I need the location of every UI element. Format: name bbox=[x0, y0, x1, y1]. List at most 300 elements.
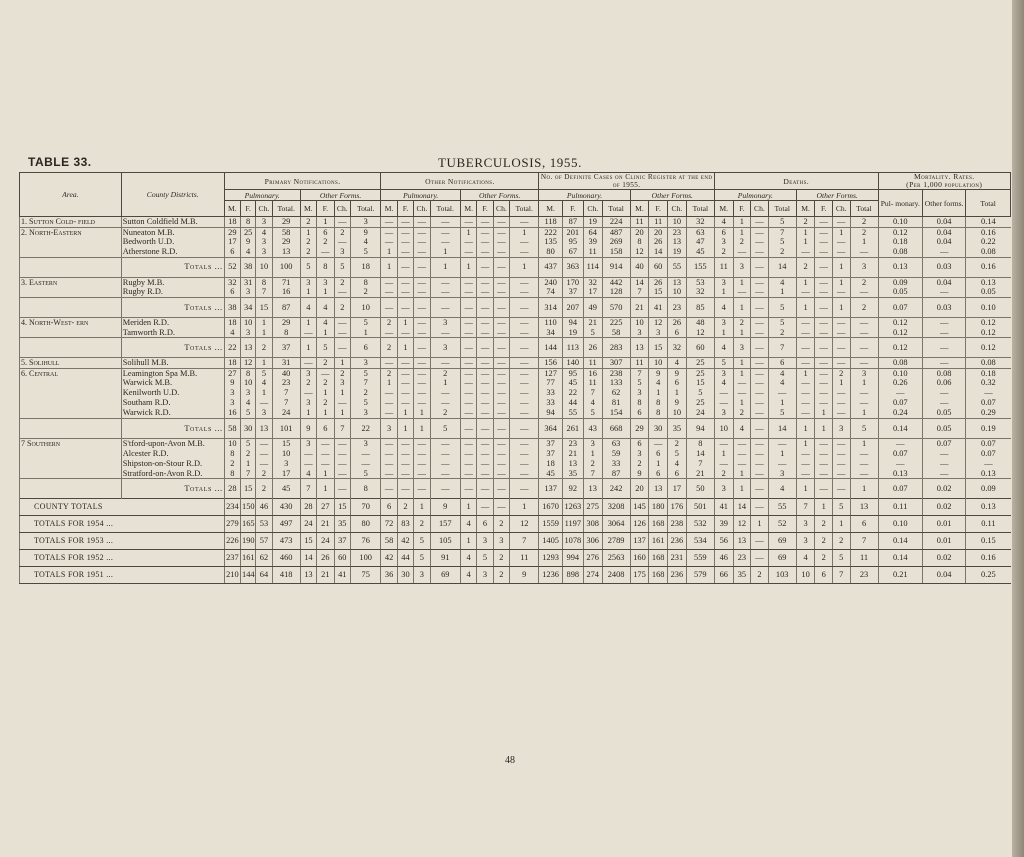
value-cell: 10 bbox=[350, 297, 380, 317]
value-cell: 5 bbox=[350, 247, 380, 257]
value-cell: 0.10 bbox=[878, 217, 922, 228]
subheader-ch-10: Ch. bbox=[414, 201, 430, 217]
value-cell: — bbox=[923, 398, 966, 408]
value-cell: 5 bbox=[414, 533, 430, 550]
value-cell: 261 bbox=[562, 418, 583, 438]
value-cell: 75 bbox=[350, 567, 380, 584]
value-cell: 2 bbox=[733, 317, 751, 327]
value-cell: 1 bbox=[334, 358, 350, 369]
value-cell: 275 bbox=[583, 499, 602, 516]
value-cell: 9 bbox=[430, 499, 460, 516]
value-cell: 3 bbox=[350, 438, 380, 448]
value-cell: 2 bbox=[714, 469, 733, 479]
value-cell: 21 bbox=[686, 469, 714, 479]
table-row bbox=[20, 449, 1011, 459]
table-row bbox=[20, 408, 1011, 418]
value-cell: 274 bbox=[583, 567, 602, 584]
value-cell: 2 bbox=[768, 328, 796, 338]
value-cell: 6 bbox=[317, 418, 335, 438]
subheader-f-25: F. bbox=[733, 201, 751, 217]
subheader-ch-14: Ch. bbox=[493, 201, 509, 217]
value-cell: 6 bbox=[850, 516, 878, 533]
value-cell: 1 bbox=[381, 257, 397, 277]
value-cell: — bbox=[381, 217, 397, 228]
value-cell: 0.16 bbox=[966, 257, 1011, 277]
value-cell: — bbox=[350, 449, 380, 459]
value-cell: 113 bbox=[562, 338, 583, 358]
value-cell: — bbox=[256, 438, 272, 448]
value-cell: 0.24 bbox=[878, 408, 922, 418]
value-cell: — bbox=[460, 287, 476, 297]
value-cell: 1 bbox=[256, 328, 272, 338]
value-cell: — bbox=[832, 459, 850, 469]
value-cell: 1 bbox=[317, 388, 335, 398]
summary-label: COUNTY TOTALS bbox=[20, 499, 225, 516]
subheader-total-11: Total. bbox=[430, 201, 460, 217]
value-cell: 1 bbox=[397, 408, 413, 418]
value-cell: 269 bbox=[602, 237, 630, 247]
value-cell: 23 bbox=[850, 567, 878, 584]
value-cell: 0.12 bbox=[878, 328, 922, 338]
district-cell: Leamington Spa M.B. bbox=[121, 368, 224, 378]
value-cell: 8 bbox=[649, 408, 668, 418]
value-cell: — bbox=[796, 338, 815, 358]
value-cell: — bbox=[334, 317, 350, 327]
value-cell: 6 bbox=[630, 408, 649, 418]
value-cell: — bbox=[477, 328, 493, 338]
value-cell: — bbox=[381, 297, 397, 317]
value-cell: 279 bbox=[224, 516, 240, 533]
value-cell: 0.21 bbox=[878, 567, 922, 584]
value-cell: — bbox=[477, 257, 493, 277]
value-cell: 1 bbox=[714, 328, 733, 338]
value-cell: 45 bbox=[272, 479, 300, 499]
value-cell: 0.12 bbox=[878, 338, 922, 358]
value-cell: 1 bbox=[796, 479, 815, 499]
value-cell: — bbox=[733, 438, 751, 448]
value-cell: 0.06 bbox=[923, 378, 966, 388]
value-cell: 63 bbox=[686, 227, 714, 237]
value-cell: — bbox=[414, 398, 430, 408]
value-cell: 2 bbox=[317, 237, 335, 247]
value-cell: 3 bbox=[224, 388, 240, 398]
value-cell: — bbox=[414, 459, 430, 469]
value-cell: 4 bbox=[317, 317, 335, 327]
value-cell: 0.03 bbox=[923, 297, 966, 317]
value-cell: — bbox=[923, 338, 966, 358]
value-cell: 46 bbox=[714, 550, 733, 567]
value-cell: 5 bbox=[350, 469, 380, 479]
subheader-total-31: Total bbox=[850, 201, 878, 217]
value-cell: 43 bbox=[583, 418, 602, 438]
deaths-pulmonary-header: Pulmonary. bbox=[714, 190, 796, 201]
value-cell: 8 bbox=[224, 469, 240, 479]
value-cell: 57 bbox=[256, 533, 272, 550]
value-cell: 101 bbox=[272, 418, 300, 438]
value-cell: 15 bbox=[300, 533, 316, 550]
value-cell: 7 bbox=[583, 469, 602, 479]
value-cell: 64 bbox=[583, 227, 602, 237]
value-cell: 2 bbox=[832, 533, 850, 550]
value-cell: — bbox=[878, 459, 922, 469]
subheader-m-4: M. bbox=[300, 201, 316, 217]
subheader-m-8: M. bbox=[381, 201, 397, 217]
value-cell: 10 bbox=[668, 408, 687, 418]
value-cell: — bbox=[796, 358, 815, 369]
value-cell: 3 bbox=[256, 237, 272, 247]
value-cell: 28 bbox=[224, 479, 240, 499]
value-cell: 9 bbox=[668, 368, 687, 378]
value-cell: 3 bbox=[630, 388, 649, 398]
value-cell: — bbox=[414, 449, 430, 459]
value-cell: 1 bbox=[334, 408, 350, 418]
value-cell: — bbox=[430, 277, 460, 287]
value-cell: 21 bbox=[562, 449, 583, 459]
value-cell: — bbox=[317, 459, 335, 469]
value-cell: 32 bbox=[686, 287, 714, 297]
value-cell: — bbox=[832, 469, 850, 479]
value-cell: — bbox=[381, 459, 397, 469]
value-cell: 1 bbox=[733, 368, 751, 378]
value-cell: 18 bbox=[224, 358, 240, 369]
area-cell bbox=[20, 247, 122, 257]
subheader-total-23: Total bbox=[686, 201, 714, 217]
value-cell: 14 bbox=[733, 499, 751, 516]
value-cell: 154 bbox=[602, 408, 630, 418]
value-cell: 7 bbox=[510, 533, 539, 550]
value-cell: 52 bbox=[768, 516, 796, 533]
value-cell: 133 bbox=[602, 378, 630, 388]
value-cell: 95 bbox=[562, 368, 583, 378]
value-cell: 2 bbox=[317, 378, 335, 388]
value-cell: — bbox=[923, 317, 966, 327]
value-cell: 2 bbox=[350, 287, 380, 297]
value-cell: — bbox=[256, 449, 272, 459]
value-cell: — bbox=[430, 388, 460, 398]
value-cell: — bbox=[397, 237, 413, 247]
table-row bbox=[20, 227, 1011, 237]
value-cell: 1 bbox=[832, 277, 850, 287]
area-cell: 5. Solihull bbox=[20, 358, 122, 369]
value-cell: 16 bbox=[272, 287, 300, 297]
value-cell: 34 bbox=[241, 297, 256, 317]
value-cell: — bbox=[751, 287, 769, 297]
value-cell: — bbox=[751, 297, 769, 317]
value-cell: 17 bbox=[224, 237, 240, 247]
value-cell: 26 bbox=[649, 237, 668, 247]
district-cell: Alcester R.D. bbox=[121, 449, 224, 459]
table-row bbox=[20, 247, 1011, 257]
value-cell: 2 bbox=[751, 567, 769, 584]
subheader-f-17: F. bbox=[562, 201, 583, 217]
value-cell: — bbox=[815, 277, 833, 287]
value-cell: — bbox=[751, 408, 769, 418]
value-cell: 30 bbox=[241, 418, 256, 438]
value-cell: 1 bbox=[733, 398, 751, 408]
value-cell: 13 bbox=[241, 338, 256, 358]
value-cell: 45 bbox=[686, 247, 714, 257]
value-cell: 21 bbox=[583, 317, 602, 327]
value-cell: 1 bbox=[649, 388, 668, 398]
value-cell: — bbox=[751, 217, 769, 228]
value-cell: 9 bbox=[350, 227, 380, 237]
value-cell: — bbox=[256, 398, 272, 408]
value-cell: — bbox=[850, 338, 878, 358]
value-cell: 12 bbox=[649, 317, 668, 327]
value-cell: 28 bbox=[300, 499, 316, 516]
value-cell: 2 bbox=[815, 533, 833, 550]
value-cell: 3 bbox=[241, 328, 256, 338]
value-cell: 2 bbox=[381, 368, 397, 378]
value-cell: — bbox=[510, 378, 539, 388]
value-cell: — bbox=[414, 227, 430, 237]
value-cell: 158 bbox=[602, 247, 630, 257]
value-cell: 3 bbox=[477, 533, 493, 550]
value-cell: 63 bbox=[602, 438, 630, 448]
value-cell: — bbox=[414, 388, 430, 398]
value-cell: 0.12 bbox=[878, 227, 922, 237]
value-cell: — bbox=[510, 479, 539, 499]
value-cell: 1 bbox=[850, 479, 878, 499]
value-cell: — bbox=[751, 479, 769, 499]
value-cell: — bbox=[850, 449, 878, 459]
subheader-f-1: F. bbox=[241, 201, 256, 217]
value-cell: — bbox=[430, 469, 460, 479]
value-cell: 3 bbox=[714, 408, 733, 418]
value-cell: 2 bbox=[350, 388, 380, 398]
value-cell: 0.10 bbox=[878, 516, 922, 533]
value-cell: — bbox=[832, 479, 850, 499]
value-cell: 29 bbox=[272, 237, 300, 247]
value-cell: 42 bbox=[397, 533, 413, 550]
value-cell: 18 bbox=[224, 217, 240, 228]
value-cell: — bbox=[381, 449, 397, 459]
value-cell: — bbox=[733, 388, 751, 398]
value-cell: — bbox=[751, 550, 769, 567]
value-cell: 7 bbox=[272, 388, 300, 398]
value-cell: — bbox=[751, 459, 769, 469]
value-cell: 0.13 bbox=[966, 277, 1011, 287]
value-cell: 95 bbox=[562, 237, 583, 247]
table-row bbox=[20, 368, 1011, 378]
value-cell: — bbox=[397, 227, 413, 237]
value-cell: 7 bbox=[241, 469, 256, 479]
value-cell: — bbox=[751, 237, 769, 247]
value-cell: 33 bbox=[539, 388, 562, 398]
value-cell: 1 bbox=[796, 418, 815, 438]
value-cell: 3 bbox=[768, 469, 796, 479]
value-cell: — bbox=[430, 287, 460, 297]
value-cell: 58 bbox=[224, 418, 240, 438]
value-cell: 59 bbox=[602, 449, 630, 459]
value-cell: 2 bbox=[850, 297, 878, 317]
subheader-f-9: F. bbox=[397, 201, 413, 217]
value-cell: — bbox=[430, 438, 460, 448]
totals-label: Totals ... bbox=[121, 418, 224, 438]
value-cell: 0.11 bbox=[966, 516, 1011, 533]
value-cell: 26 bbox=[649, 277, 668, 287]
value-cell: — bbox=[751, 438, 769, 448]
table-row bbox=[20, 388, 1011, 398]
value-cell: — bbox=[768, 438, 796, 448]
value-cell: 29 bbox=[272, 317, 300, 327]
value-cell: 12 bbox=[510, 516, 539, 533]
value-cell: 2 bbox=[241, 449, 256, 459]
value-cell: — bbox=[414, 368, 430, 378]
value-cell: 25 bbox=[241, 227, 256, 237]
value-cell: 10 bbox=[796, 567, 815, 584]
value-cell: — bbox=[510, 418, 539, 438]
value-cell: 3 bbox=[832, 418, 850, 438]
value-cell: — bbox=[334, 459, 350, 469]
table-row bbox=[20, 257, 1011, 277]
value-cell: — bbox=[493, 338, 509, 358]
value-cell: 3 bbox=[350, 358, 380, 369]
district-cell: Solihull M.B. bbox=[121, 358, 224, 369]
value-cell: — bbox=[397, 217, 413, 228]
value-cell: 2 bbox=[256, 338, 272, 358]
value-cell: 4 bbox=[583, 398, 602, 408]
table-row bbox=[20, 438, 1011, 448]
value-cell: 44 bbox=[397, 550, 413, 567]
value-cell: 180 bbox=[649, 499, 668, 516]
value-cell: — bbox=[397, 398, 413, 408]
value-cell: 4 bbox=[300, 297, 316, 317]
value-cell: 418 bbox=[272, 567, 300, 584]
value-cell: — bbox=[751, 277, 769, 287]
value-cell: 3 bbox=[850, 368, 878, 378]
value-cell: 1 bbox=[430, 257, 460, 277]
district-cell: Stratford-on-Avon R.D. bbox=[121, 469, 224, 479]
value-cell: 2 bbox=[334, 227, 350, 237]
value-cell: 0.13 bbox=[966, 469, 1011, 479]
value-cell: 2 bbox=[381, 317, 397, 327]
subheader-f-29: F. bbox=[815, 201, 833, 217]
value-cell: 1 bbox=[796, 237, 815, 247]
value-cell: — bbox=[832, 328, 850, 338]
value-cell: — bbox=[430, 449, 460, 459]
table-row bbox=[20, 459, 1011, 469]
value-cell: 16 bbox=[224, 408, 240, 418]
value-cell: 1 bbox=[768, 287, 796, 297]
value-cell: 9 bbox=[300, 418, 316, 438]
value-cell: 225 bbox=[602, 317, 630, 327]
value-cell: — bbox=[397, 297, 413, 317]
value-cell: — bbox=[751, 338, 769, 358]
value-cell: 1 bbox=[256, 388, 272, 398]
primary-pulmonary-header: Pulmonary. bbox=[224, 190, 300, 201]
value-cell: — bbox=[397, 479, 413, 499]
value-cell: — bbox=[493, 297, 509, 317]
value-cell: 2 bbox=[317, 358, 335, 369]
value-cell: 914 bbox=[602, 257, 630, 277]
value-cell: 41 bbox=[714, 499, 733, 516]
value-cell: 2 bbox=[224, 459, 240, 469]
value-cell: — bbox=[733, 247, 751, 257]
value-cell: 10 bbox=[241, 378, 256, 388]
value-cell: 9 bbox=[630, 469, 649, 479]
value-cell: 17 bbox=[583, 287, 602, 297]
value-cell: 5 bbox=[768, 408, 796, 418]
value-cell: 3 bbox=[733, 257, 751, 277]
value-cell: — bbox=[510, 237, 539, 247]
value-cell: — bbox=[430, 227, 460, 237]
value-cell: — bbox=[923, 469, 966, 479]
value-cell: — bbox=[733, 449, 751, 459]
value-cell: 7 bbox=[300, 479, 316, 499]
value-cell: — bbox=[493, 438, 509, 448]
value-cell: 0.07 bbox=[966, 398, 1011, 408]
value-cell: 53 bbox=[256, 516, 272, 533]
value-cell: 3 bbox=[714, 237, 733, 247]
value-cell: — bbox=[477, 227, 493, 237]
value-cell: 2408 bbox=[602, 567, 630, 584]
value-cell: 2 bbox=[256, 479, 272, 499]
value-cell: 0.03 bbox=[923, 257, 966, 277]
value-cell: 8 bbox=[317, 257, 335, 277]
value-cell: 1 bbox=[300, 338, 316, 358]
value-cell: — bbox=[850, 469, 878, 479]
value-cell: 72 bbox=[381, 516, 397, 533]
value-cell: 15 bbox=[649, 338, 668, 358]
value-cell: — bbox=[477, 378, 493, 388]
value-cell: 2 bbox=[317, 398, 335, 408]
value-cell: — bbox=[815, 328, 833, 338]
value-cell: 15 bbox=[256, 297, 272, 317]
value-cell: — bbox=[815, 449, 833, 459]
value-cell: 2 bbox=[493, 516, 509, 533]
value-cell: 1 bbox=[832, 227, 850, 237]
value-cell: — bbox=[733, 287, 751, 297]
value-cell: — bbox=[510, 459, 539, 469]
value-cell: 18 bbox=[224, 317, 240, 327]
value-cell: — bbox=[334, 287, 350, 297]
value-cell: — bbox=[334, 469, 350, 479]
value-cell: 1197 bbox=[562, 516, 583, 533]
value-cell: — bbox=[414, 328, 430, 338]
value-cell: — bbox=[300, 358, 316, 369]
value-cell: 238 bbox=[602, 368, 630, 378]
value-cell: — bbox=[796, 287, 815, 297]
subheader-ch-22: Ch. bbox=[668, 201, 687, 217]
value-cell: 160 bbox=[630, 550, 649, 567]
value-cell: 8 bbox=[256, 277, 272, 287]
value-cell: 8 bbox=[630, 237, 649, 247]
value-cell: 40 bbox=[630, 257, 649, 277]
value-cell: 165 bbox=[241, 516, 256, 533]
value-cell: 1 bbox=[381, 378, 397, 388]
value-cell: 14 bbox=[768, 418, 796, 438]
value-cell: 3 bbox=[850, 257, 878, 277]
value-cell: 1 bbox=[815, 418, 833, 438]
value-cell: — bbox=[733, 459, 751, 469]
value-cell: — bbox=[414, 277, 430, 287]
value-cell: 100 bbox=[350, 550, 380, 567]
value-cell: — bbox=[477, 237, 493, 247]
value-cell: — bbox=[796, 247, 815, 257]
value-cell: 14 bbox=[630, 277, 649, 287]
value-cell: — bbox=[381, 277, 397, 287]
value-cell: — bbox=[300, 328, 316, 338]
value-cell: 2563 bbox=[602, 550, 630, 567]
value-cell: 168 bbox=[649, 550, 668, 567]
table-row bbox=[20, 469, 1011, 479]
area-cell bbox=[20, 388, 122, 398]
value-cell: 5 bbox=[768, 297, 796, 317]
value-cell: — bbox=[510, 297, 539, 317]
value-cell: 20 bbox=[630, 479, 649, 499]
value-cell: 137 bbox=[539, 479, 562, 499]
